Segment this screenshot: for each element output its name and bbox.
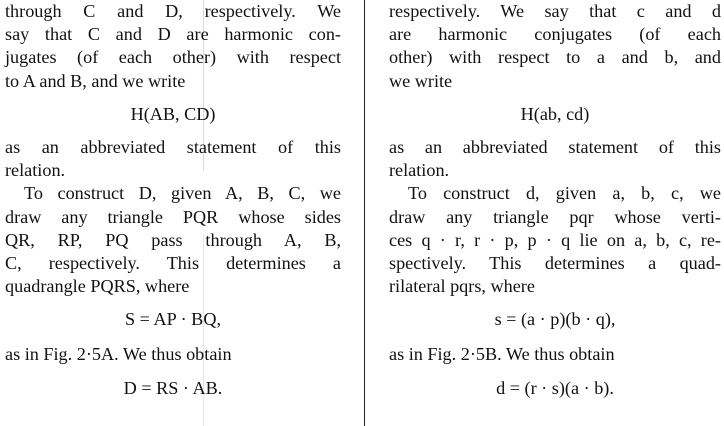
text-line: jugates (of each other) with respect: [5, 47, 341, 68]
right-column: [389, 0, 721, 412]
equation-d: d = (r · s)(a · b).: [496, 377, 614, 398]
text-line: as an abbreviated statement of this: [389, 136, 721, 157]
text-line: draw any triangle PQR whose sides: [5, 206, 341, 227]
text-line: as in Fig. 2·5A. We thus obtain: [5, 344, 232, 365]
text-line: other) with respect to a and b, and: [389, 47, 721, 68]
text-line: rilateral pqrs, where: [389, 276, 535, 297]
text-line: as an abbreviated statement of this: [5, 136, 341, 157]
equation-d: D = RS · AB.: [123, 377, 223, 398]
equation-harmonic: H(ab, cd): [520, 103, 590, 124]
text-line: spectively. This determines a quad-: [389, 252, 721, 273]
column-divider: [364, 0, 365, 426]
text-line: C, respectively. This determines a: [5, 252, 341, 273]
text-line: draw any triangle pqr whose verti-: [389, 206, 721, 227]
text-line: respectively. We say that c and d: [389, 1, 721, 21]
text-line: as in Fig. 2·5B. We thus obtain: [389, 344, 615, 365]
equation-harmonic: H(AB, CD): [130, 103, 216, 124]
text-line: To construct D, given A, B, C, we: [24, 183, 341, 204]
text-line: we write: [389, 70, 453, 91]
text-line: QR, RP, PQ pass through A, B,: [5, 229, 341, 250]
text-line: ces q · r, r · p, p · q lie on a, b, c, re-: [389, 229, 721, 250]
text-line: relation.: [5, 160, 66, 181]
text-line: to A and B, and we write: [5, 70, 186, 91]
equation-s: S = AP · BQ,: [125, 309, 221, 330]
text-line: relation.: [389, 160, 450, 181]
text-line: are harmonic conjugates (of each: [389, 24, 721, 45]
left-column: [5, 0, 341, 412]
equation-s: s = (a · p)(b · q),: [494, 309, 616, 330]
text-line: say that C and D are harmonic con-: [5, 24, 341, 45]
text-line: To construct d, given a, b, c, we: [408, 183, 721, 204]
text-line: through C and D, respectively. We: [5, 1, 341, 21]
text-line: quadrangle PQRS, where: [5, 276, 190, 297]
